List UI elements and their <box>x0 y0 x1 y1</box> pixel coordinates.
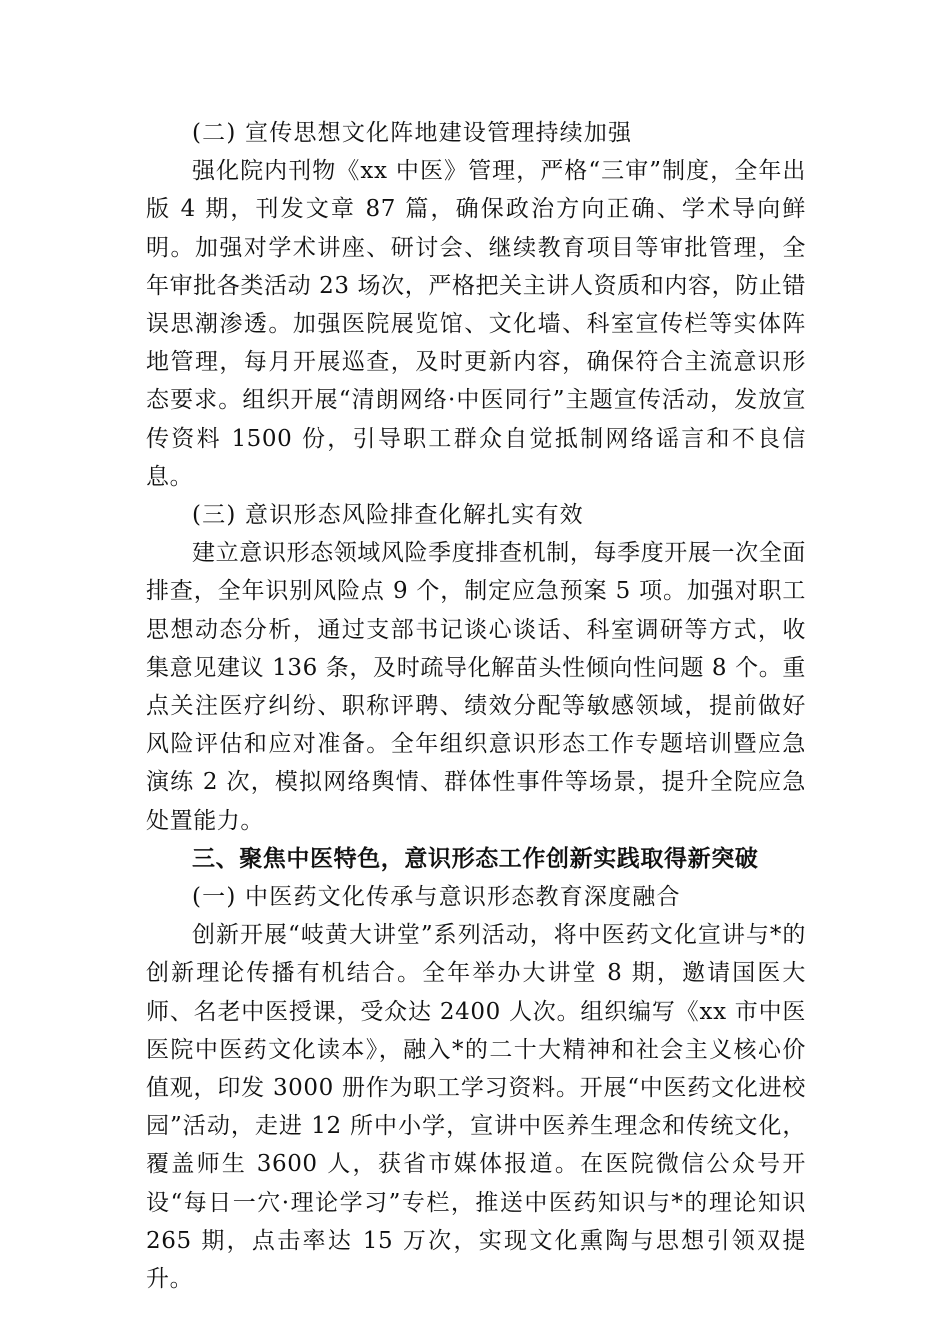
document-page <box>146 114 806 1298</box>
subsection-heading-risk-screening: (三) 意识形态风险排查化解扎实有效 <box>192 502 584 529</box>
paragraph-tcm-culture: 创新开展“岐黄大讲堂”系列活动，将中医药文化宣讲与*的创新理论传播有机结合。全年举办大讲堂 8 期，邀请国医大师、名老中医授课，受众达 2400 人次。组织编写《xx 市中医医院中医药文化读本》，融入*的二十大精神和社会主义核心价值观，印发 3000 册作为职工学习资料。开展“中医药文化进校园”活动，走进 12 所中小学，宣讲中医养生理念和传统文化，覆盖师生 3600 人，获省市媒体报道。在医院微信公众号开设“每日一穴·理论学习”专栏，推送中医药知识与*的理论知识 265 期，点击率达 15 万次，实现文化熏陶与思想引领双提升。 <box>146 922 806 1293</box>
paragraph-risk-screening: 建立意识形态领域风险季度排查机制，每季度开展一次全面排查，全年识别风险点 9 个，制定应急预案 5 项。加强对职工思想动态分析，通过支部书记谈心谈话、科室调研等方式，收集意见建议 136 条，及时疏导化解苗头性倾向性问题 8 个。重点关注医疗纠纷、职称评聘、绩效分配等敏感领域，提前做好风险评估和应对准备。全年组织意识形态工作专题培训暨应急演练 2 次，模拟网络舆情、群体性事件等场景，提升全院应急处置能力。 <box>146 540 806 834</box>
subsection-heading-propaganda-positions: (二) 宣传思想文化阵地建设管理持续加强 <box>192 120 633 146</box>
subsection-heading-tcm-culture: (一) 中医药文化传承与意识形态教育深度融合 <box>192 884 681 911</box>
section-heading-tcm-innovation: 三、聚焦中医特色，意识形态工作创新实践取得新突破 <box>192 845 759 872</box>
paragraph-propaganda-positions: 强化院内刊物《xx 中医》管理，严格“三审”制度，全年出版 4 期，刊发文章 87 篇，确保政治方向正确、学术导向鲜明。加强对学术讲座、研讨会、继续教育项目等审批管理，全年审批各类活动 23 场次，严格把关主讲人资质和内容，防止错误思潮渗透。加强医院展览馆、文化墙、科室宣传栏等实体阵地管理，每月开展巡查，及时更新内容，确保符合主流意识形态要求。组织开展“清朗网络·中医同行”主题宣传活动，发放宣传资料 1500 份，引导职工群众自觉抵制网络谣言和不良信息。 <box>146 158 806 490</box>
